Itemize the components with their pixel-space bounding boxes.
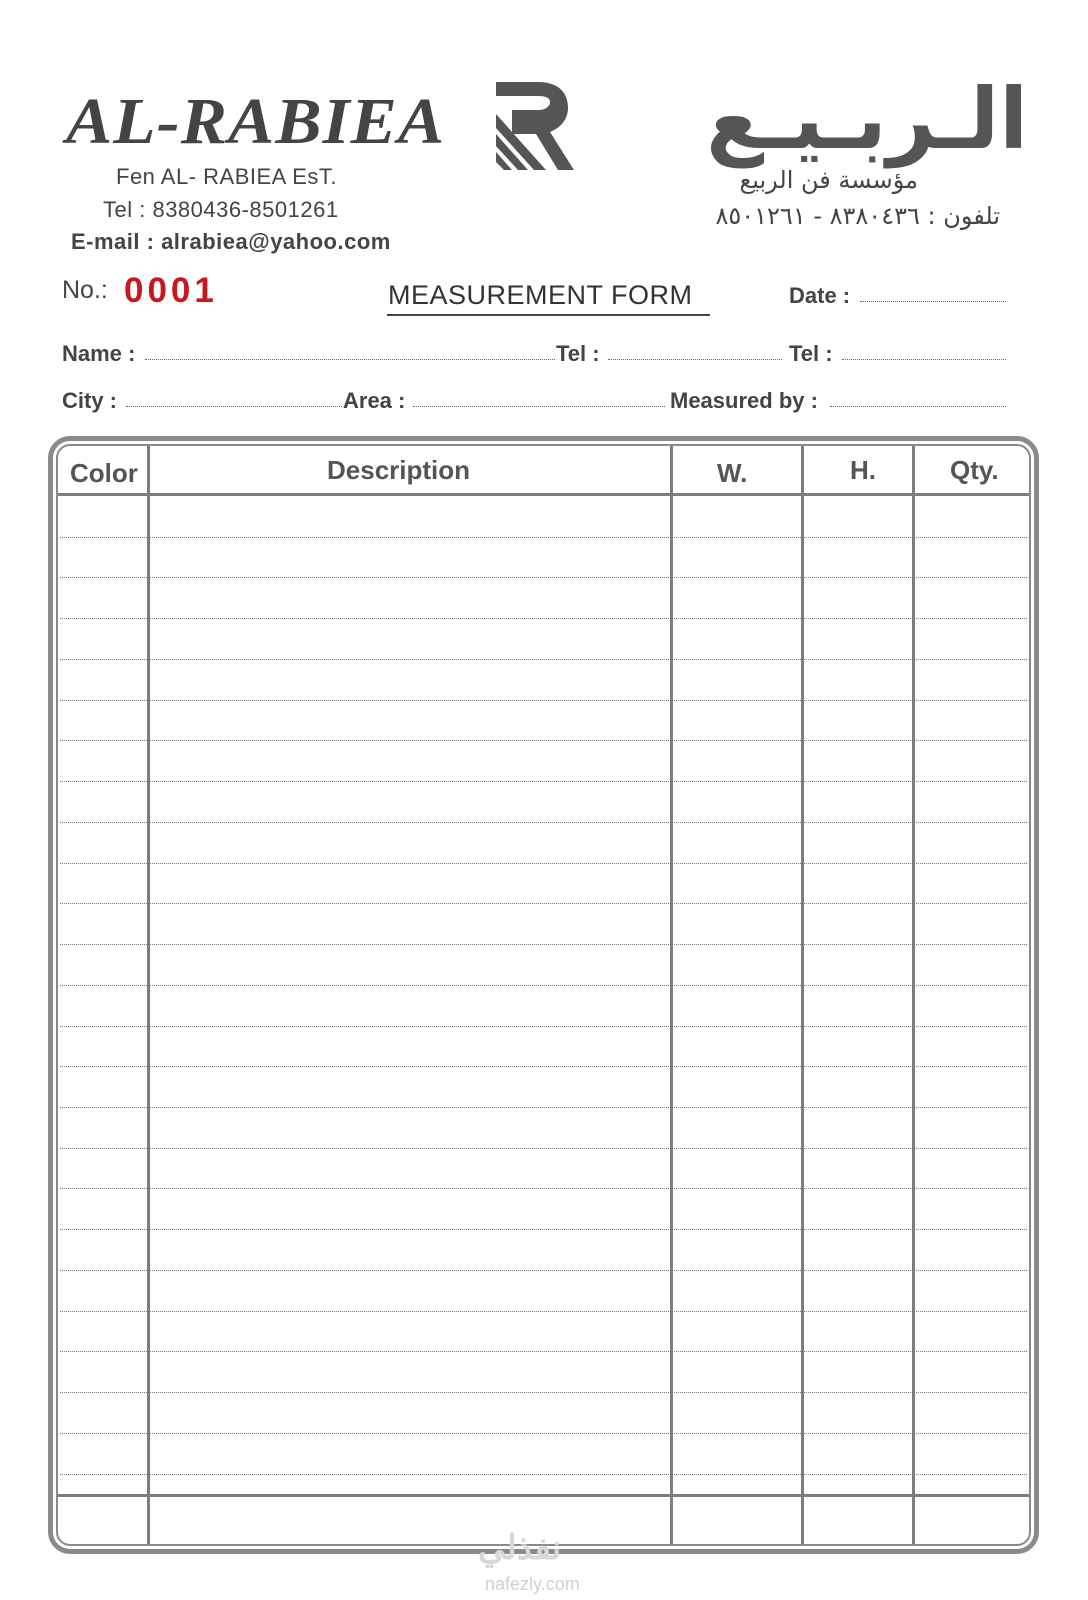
- table-row[interactable]: [60, 537, 1027, 538]
- form-title: MEASUREMENT FORM: [388, 280, 693, 310]
- table-row[interactable]: [60, 1311, 1027, 1312]
- tel2-field[interactable]: [842, 358, 1006, 360]
- table-row[interactable]: [60, 700, 1027, 701]
- footer-divider: [58, 1494, 1029, 1497]
- table-row[interactable]: [60, 1026, 1027, 1027]
- table-row[interactable]: [60, 1229, 1027, 1230]
- r-logo-icon: [494, 80, 576, 172]
- table-row[interactable]: [60, 822, 1027, 823]
- watermark-arabic: نفذلي: [478, 1529, 562, 1567]
- table-row[interactable]: [60, 1148, 1027, 1149]
- measured-by-label: Measured by :: [670, 388, 818, 413]
- column-header-color: Color: [70, 458, 138, 488]
- form-number-value: 0001: [124, 271, 218, 310]
- company-tel-arabic: تلفون : ٨٣٨٠٤٣٦ - ٨٥٠١٢٦١: [715, 202, 1000, 230]
- column-divider: [912, 446, 915, 1544]
- column-divider: [147, 446, 150, 1544]
- table-row[interactable]: [60, 740, 1027, 741]
- measured-by-field[interactable]: [830, 405, 1006, 407]
- area-label: Area :: [343, 388, 406, 413]
- table-row[interactable]: [60, 577, 1027, 578]
- brand-name-arabic: الـربـيـع: [706, 70, 1028, 168]
- column-divider: [801, 446, 804, 1544]
- table-row[interactable]: [60, 903, 1027, 904]
- table-row[interactable]: [60, 1392, 1027, 1393]
- form-number-label: No.:: [62, 276, 108, 304]
- company-name-english: Fen AL- RABIEA EsT.: [116, 164, 338, 189]
- table-row[interactable]: [60, 1270, 1027, 1271]
- name-field[interactable]: [145, 358, 555, 360]
- tel2-label: Tel :: [789, 341, 833, 366]
- column-header-description: Description: [327, 455, 471, 485]
- company-email: E-mail : alrabiea@yahoo.com: [71, 229, 391, 254]
- company-tel-english: Tel : 8380436-8501261: [103, 197, 339, 222]
- table-row[interactable]: [60, 659, 1027, 660]
- name-label: Name :: [62, 341, 136, 366]
- column-header-width: W.: [717, 458, 748, 488]
- table-row[interactable]: [60, 863, 1027, 864]
- table-row[interactable]: [60, 1107, 1027, 1108]
- table-row[interactable]: [60, 1188, 1027, 1189]
- table-row[interactable]: [60, 618, 1027, 619]
- tel1-field[interactable]: [608, 358, 782, 360]
- title-underline: [387, 314, 710, 316]
- header-divider: [58, 493, 1029, 496]
- column-header-qty: Qty.: [950, 455, 999, 485]
- column-header-height: H.: [850, 455, 876, 485]
- table-inner-frame: [56, 444, 1031, 1546]
- date-field[interactable]: [860, 300, 1006, 302]
- brand-name-english: AL-RABIEA: [66, 85, 446, 158]
- column-divider: [670, 446, 673, 1544]
- table-row[interactable]: [60, 1433, 1027, 1434]
- table-row[interactable]: [60, 1351, 1027, 1352]
- area-field[interactable]: [413, 405, 665, 407]
- watermark-site: nafezly.com: [485, 1574, 580, 1594]
- table-row[interactable]: [60, 781, 1027, 782]
- table-row[interactable]: [60, 1474, 1027, 1475]
- table-row[interactable]: [60, 985, 1027, 986]
- company-name-arabic: مؤسسة فن الربيع: [739, 166, 918, 194]
- tel1-label: Tel :: [556, 341, 600, 366]
- city-label: City :: [62, 388, 117, 413]
- city-field[interactable]: [126, 405, 342, 407]
- date-label: Date :: [789, 283, 851, 308]
- table-row[interactable]: [60, 944, 1027, 945]
- table-row[interactable]: [60, 1066, 1027, 1067]
